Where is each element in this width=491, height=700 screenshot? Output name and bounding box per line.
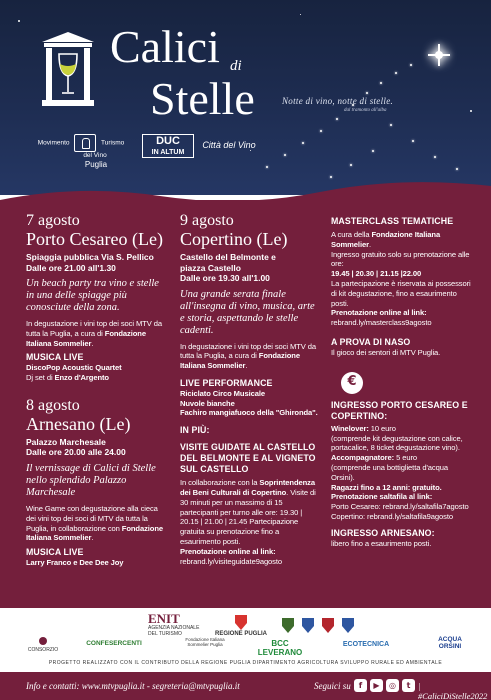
section-title-musica-live: MUSICA LIVE bbox=[26, 352, 84, 363]
mtv-logo-left: Movimento bbox=[37, 139, 70, 147]
body-text: Wine Game con degustazione alla cieca dei vini top dei soci di MTV da tutta la Puglia, in collaborazione con bbox=[26, 503, 158, 533]
body-text: A cura della bbox=[331, 230, 372, 239]
regione-shield-icon bbox=[234, 614, 248, 630]
section-title-live-performance: LIVE PERFORMANCE bbox=[180, 377, 273, 388]
event-place: Arnesano (Le) bbox=[26, 413, 131, 434]
music-act: DiscoPop Acoustic Quartet bbox=[26, 363, 122, 373]
constellation-dot bbox=[350, 164, 352, 166]
funding-note: PROGETTO REALIZZATO CON IL CONTRIBUTO DELLA REGIONE PUGLIA DIPARTIMENTO AGRICOLTURA SVILUPPO RURALE ED AMBIENTALE bbox=[48, 660, 443, 666]
mtv-puglia-logo bbox=[26, 134, 136, 170]
constellation-dot bbox=[380, 82, 382, 84]
event-body bbox=[180, 342, 320, 371]
masterclass-link[interactable]: rebrand.ly/masterclass9agosto bbox=[331, 318, 432, 328]
event-date: 7 agosto bbox=[26, 212, 80, 229]
visite-link[interactable]: rebrand.ly/visiteguidate9agosto bbox=[180, 556, 283, 566]
event-description: Un beach party tra vino e stelle in una delle spiagge più conosciute della zona. bbox=[26, 278, 159, 313]
duc-in-altum-logo bbox=[142, 134, 194, 158]
constellation-dot bbox=[372, 150, 374, 152]
masterclass-body: Ingresso gratuito solo su prenotazione alle ore: bbox=[331, 249, 470, 269]
hashtag: | #CaliciDiStelle2022 bbox=[418, 681, 488, 700]
instagram-icon[interactable]: ◎ bbox=[386, 679, 399, 692]
constellation-dot bbox=[395, 72, 397, 74]
star bbox=[250, 150, 251, 151]
star bbox=[300, 14, 301, 15]
section-title-prova-naso: A PROVA DI NASO bbox=[331, 336, 411, 347]
header-night-sky bbox=[0, 0, 491, 195]
constellation-dot bbox=[302, 142, 304, 144]
constellation-dot bbox=[434, 156, 436, 158]
ingresso-arnesano-body: libero fino a esaurimento posti. bbox=[331, 538, 432, 548]
consorzio-logo bbox=[18, 636, 68, 654]
event-venue: piazza Castello bbox=[180, 262, 241, 273]
prova-naso-body: Il gioco dei sentori di MTV Puglia. bbox=[331, 347, 441, 357]
visite-body bbox=[180, 478, 320, 547]
prenotazione-label: Prenotazione online al link: bbox=[331, 308, 427, 318]
tagline-sub: dal tramonto all'alba bbox=[344, 108, 387, 113]
event-date: 8 agosto bbox=[26, 396, 80, 414]
price-value: 10 euro bbox=[370, 423, 396, 433]
music-act-text: Dj set di bbox=[26, 373, 55, 383]
event-body bbox=[26, 504, 166, 543]
bcc-leverano-logo: BCC LEVERANO bbox=[257, 639, 303, 657]
section-title-masterclass: MASTERCLASS TEMATICHE bbox=[331, 216, 454, 226]
body-text: In degustazione i vini top dei soci MTV da tutta la Puglia, a cura di bbox=[26, 319, 162, 338]
event-date: 9 agosto bbox=[180, 212, 234, 229]
regione-logo-text: REGIONE PUGLIA bbox=[214, 631, 267, 637]
constellation-dot bbox=[336, 118, 338, 120]
constellation-dot bbox=[320, 130, 322, 132]
section-title-musica-live: MUSICA LIVE bbox=[26, 547, 84, 558]
acqua-orsini-logo: ACQUA ORSINI bbox=[438, 636, 462, 651]
event-description: Il vernissage di Calici di Stelle nello splendido Palazzo Marchesale bbox=[26, 462, 156, 498]
saltafila-link[interactable]: Porto Cesareo: rebrand.ly/saltafila7agosto bbox=[331, 502, 469, 512]
performance-item: Nuvole bianche bbox=[180, 398, 235, 408]
price-winelover bbox=[331, 424, 473, 434]
event-time: Dalle ore 19.30 all'1.00 bbox=[180, 273, 270, 283]
event-venue: Castello del Belmonte e bbox=[180, 252, 276, 262]
ticket-euro-icon bbox=[341, 372, 363, 394]
constellation-dot bbox=[412, 140, 414, 142]
price-value: 5 euro bbox=[396, 453, 418, 463]
municipal-crests-icon bbox=[280, 616, 358, 634]
section-title-in-piu: IN PIÙ: bbox=[180, 425, 210, 436]
price-label: Accompagnatore: bbox=[331, 453, 397, 463]
constellation-dot bbox=[284, 154, 286, 156]
saltafila-label: Prenotazione saltafila al link: bbox=[331, 492, 433, 502]
body-text: . Visite di 30 minuti per un massimo di 15 partecipanti per turno alle ore: 19.30 | 20.15 | 21.00 | 21.45 Partecipazione gratuita su prenotazione fino a esaurimento posti. bbox=[180, 488, 316, 547]
shooting-star-icon bbox=[428, 44, 450, 66]
event-place: Porto Cesareo (Le) bbox=[26, 229, 163, 249]
prenotazione-label: Prenotazione online al link: bbox=[180, 546, 276, 556]
event-title-calici: Calici bbox=[110, 21, 220, 72]
event-time: Dalle ore 20.00 alle 24.00 bbox=[26, 447, 126, 458]
youtube-icon[interactable]: ▶ bbox=[370, 679, 383, 692]
enit-logo bbox=[148, 612, 210, 637]
event-venue: Spiaggia pubblica Via S. Pellico bbox=[26, 252, 154, 262]
column-copertino bbox=[180, 212, 320, 566]
section-title-ingresso: INGRESSO PORTO CESAREO E COPERTINO: bbox=[331, 399, 468, 421]
event-description: Una grande serata finale all'insegna di vino, musica, arte e storia, aspettando le stelle cadenti. bbox=[180, 288, 315, 336]
body-bold: Fondazione Italiana Sommelier bbox=[180, 351, 300, 371]
price-label: Winelover: bbox=[331, 423, 371, 433]
constellation-dot bbox=[390, 124, 392, 126]
body-text: . bbox=[91, 533, 94, 543]
twitter-icon[interactable]: t bbox=[402, 679, 415, 692]
mtv-logo-right: Turismo bbox=[101, 139, 125, 147]
citta-del-vino-logo: Città del Vino bbox=[202, 140, 256, 150]
music-act-name: Enzo d'Argento bbox=[54, 373, 109, 383]
footer bbox=[0, 672, 491, 700]
enit-logo-sub: AGENZIA NAZIONALE DEL TURISMO bbox=[148, 625, 200, 637]
constellation-dot bbox=[366, 92, 368, 94]
column-porto-cesareo-arnesano bbox=[26, 212, 166, 568]
body-bold: Fondazione Italiana Sommelier bbox=[331, 230, 441, 249]
event-title-di: di bbox=[230, 58, 242, 74]
body-text: . bbox=[245, 361, 248, 371]
star bbox=[470, 110, 472, 112]
masterclass-times: 19.45 | 20.30 | 21.15 |22.00 bbox=[331, 269, 422, 279]
consorzio-logo-text: CONSORZIO bbox=[27, 647, 59, 653]
temple-glass-logo-icon bbox=[40, 30, 96, 110]
event-title-stelle: Stelle bbox=[150, 73, 255, 124]
duc-logo-bottom: IN ALTUM bbox=[151, 149, 185, 156]
price-winelover-detail: (comprende kit degustazione con calice, portacalice, 8 ticket degustazione vino). bbox=[331, 433, 463, 453]
masterclass-body: La partecipazione è riservata ai possessori di kit degustazione, fino a esaurimento posti. bbox=[331, 278, 471, 308]
column-info bbox=[331, 216, 473, 549]
mtv-logo-region: Puglia bbox=[84, 159, 108, 169]
confesercenti-logo: CONFESERCENTI bbox=[86, 640, 142, 647]
event-place: Copertino (Le) bbox=[180, 229, 288, 249]
contact-info: Info e contatti: www.mtvpuglia.it - segreteria@mtvpuglia.it bbox=[26, 681, 240, 691]
body-bold: Soprintendenza dei Beni Culturali di Copertino bbox=[180, 478, 315, 498]
follow-label: Seguici su bbox=[314, 681, 351, 691]
constellation-dot bbox=[456, 168, 458, 170]
body-bold: Fondazione Italiana Sommelier bbox=[26, 328, 146, 348]
fondazione-sommelier-logo: Fondazione Italiana Sommelier Puglia bbox=[185, 637, 225, 647]
music-act bbox=[26, 373, 166, 383]
event-body bbox=[26, 319, 166, 348]
price-accompagnatore-detail: (comprende una bottiglietta d'acqua Orsini). bbox=[331, 462, 448, 482]
performance-item: Fachiro mangiafuoco della "Ghironda". bbox=[180, 408, 318, 418]
sponsors-bar bbox=[0, 608, 491, 672]
ecotecnica-logo: ECOTECNICA bbox=[342, 641, 390, 648]
tagline: Notte di vino, notte di stelle. bbox=[282, 96, 394, 106]
constellation-dot bbox=[266, 166, 268, 168]
masterclass-body bbox=[331, 230, 473, 250]
saltafila-link[interactable]: Copertino: rebrand.ly/saltafila9agosto bbox=[331, 511, 453, 521]
wine-bottle-icon bbox=[74, 134, 96, 152]
event-venue: Palazzo Marchesale bbox=[26, 436, 106, 447]
duc-logo-top: DUC bbox=[156, 135, 180, 147]
body-text: . bbox=[368, 239, 371, 249]
facebook-icon[interactable]: f bbox=[354, 679, 367, 692]
mtv-logo-sub: del Vino bbox=[83, 152, 107, 159]
music-act: Larry Franco e Dee Dee Joy bbox=[26, 558, 124, 568]
consorzio-crest-icon bbox=[38, 636, 48, 646]
regione-puglia-logo bbox=[214, 614, 268, 638]
body-text: In collaborazione con la bbox=[180, 478, 260, 488]
price-ragazzi: Ragazzi fino a 12 anni: gratuito. bbox=[331, 482, 442, 492]
constellation-dot bbox=[410, 64, 412, 66]
price-accompagnatore bbox=[331, 453, 473, 463]
performance-item: Riciclato Circo Musicale bbox=[180, 388, 265, 398]
body-text: . bbox=[91, 338, 94, 348]
program-section bbox=[0, 200, 491, 608]
section-title-visite-guidate: VISITE GUIDATE AL CASTELLO DEL BELMONTE E AL VIGNETO SUL CASTELLO bbox=[180, 442, 316, 475]
body-text: In degustazione i vini top dei soci MTV da tutta la Puglia, a cura di bbox=[180, 341, 316, 361]
body-bold: Fondazione Italiana Sommelier bbox=[26, 523, 163, 543]
star bbox=[18, 20, 20, 22]
section-title-ingresso-arnesano: INGRESSO ARNESANO: bbox=[331, 527, 435, 538]
event-time: Dalle ore 21.00 all'1.30 bbox=[26, 262, 116, 273]
enit-logo-text: ENIT bbox=[148, 611, 180, 626]
